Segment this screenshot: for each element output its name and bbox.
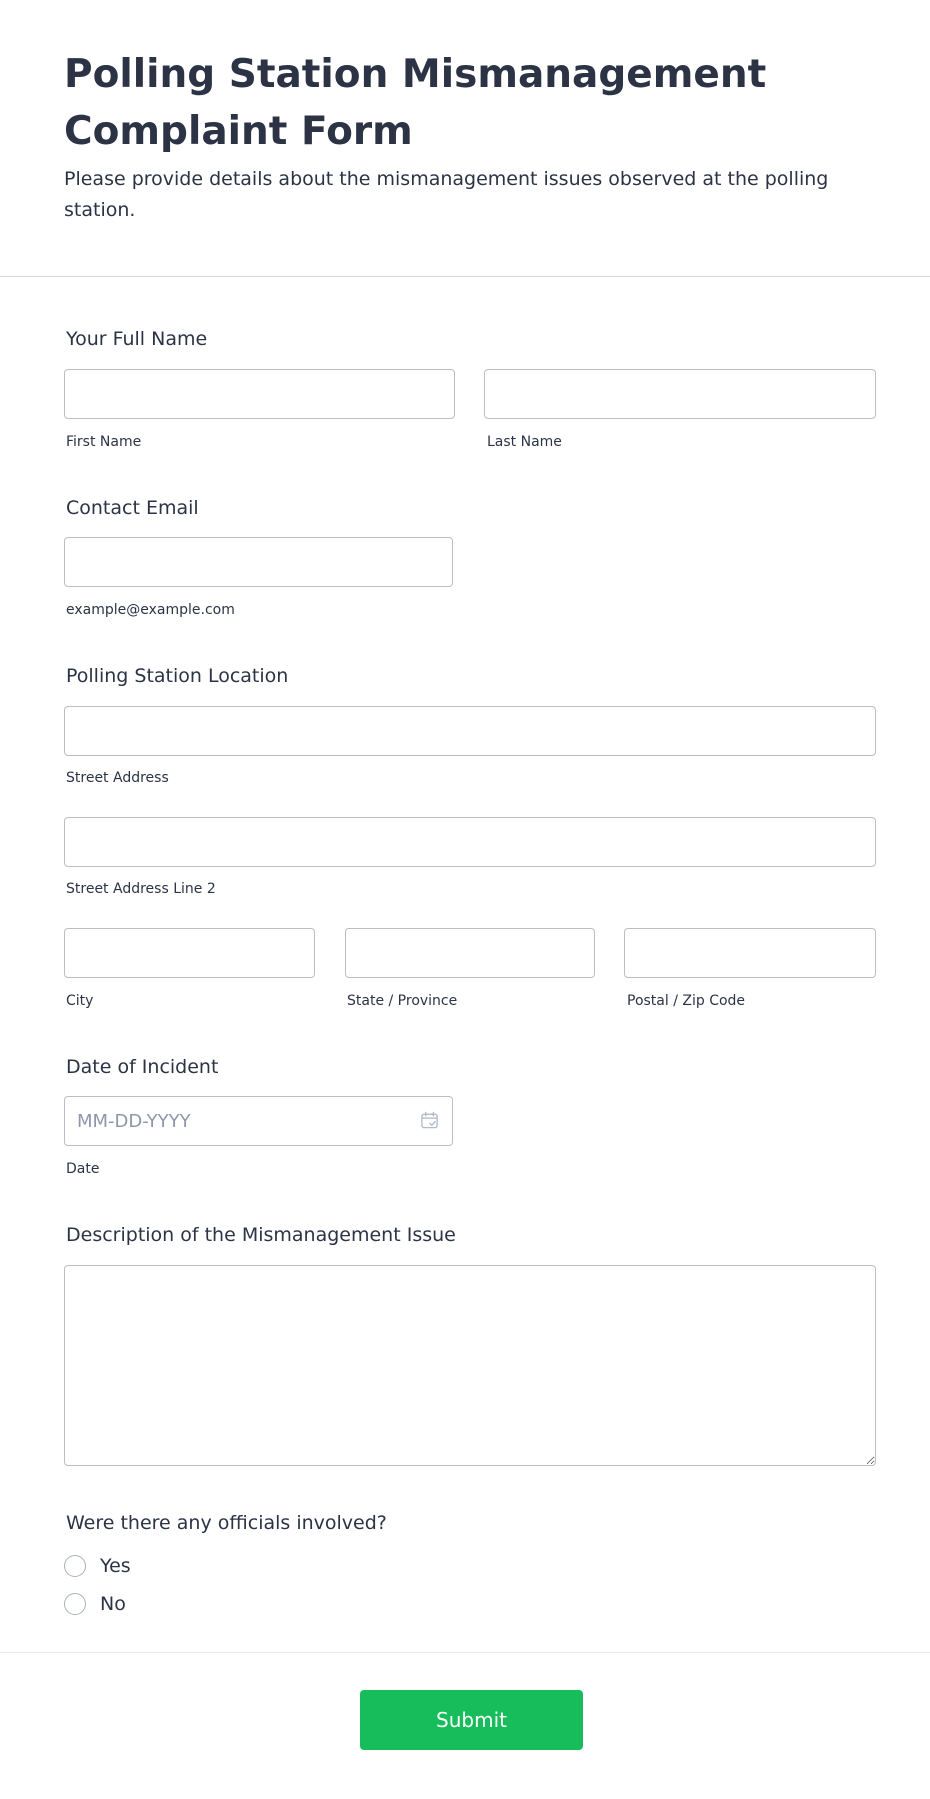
radio-option-yes[interactable] (64, 1553, 131, 1579)
officials-label: Were there any officials involved? (66, 1512, 387, 1534)
city-sublabel: City (66, 993, 94, 1009)
state-province-input[interactable] (345, 928, 595, 978)
email-sublabel: example@example.com (66, 602, 235, 618)
first-name-input[interactable] (64, 369, 455, 419)
incident-date-label: Date of Incident (66, 1056, 219, 1078)
city-input[interactable] (64, 928, 315, 978)
email-input[interactable] (64, 537, 453, 587)
date-sublabel: Date (66, 1161, 100, 1177)
location-label: Polling Station Location (66, 665, 289, 687)
footer-divider (0, 1652, 930, 1653)
description-textarea[interactable] (64, 1265, 876, 1466)
postal-code-input[interactable] (624, 928, 876, 978)
contact-email-label: Contact Email (66, 497, 199, 519)
postal-code-sublabel: Postal / Zip Code (627, 993, 746, 1009)
radio-label-no: No (100, 1593, 126, 1615)
radio-circle-no[interactable] (64, 1593, 86, 1615)
street-address-line2-input[interactable] (64, 817, 876, 867)
description-label: Description of the Mismanagement Issue (66, 1224, 456, 1246)
form-subtitle: Please provide details about the mismanagement issues observed at the polling station. (64, 168, 829, 221)
first-name-sublabel: First Name (66, 434, 142, 450)
last-name-input[interactable] (484, 369, 876, 419)
street-address-sublabel: Street Address (66, 770, 169, 786)
date-field-wrapper (64, 1096, 453, 1146)
full-name-label: Your Full Name (66, 328, 208, 350)
radio-circle-yes[interactable] (64, 1555, 86, 1577)
state-province-sublabel: State / Province (347, 993, 458, 1009)
radio-label-yes: Yes (100, 1555, 131, 1577)
form-title: Polling Station Mismanagement Complaint Form (64, 52, 767, 154)
form-header (0, 0, 930, 277)
calendar-icon[interactable] (420, 1111, 439, 1130)
street-address-line2-sublabel: Street Address Line 2 (66, 881, 216, 897)
street-address-input[interactable] (64, 706, 876, 756)
radio-option-no[interactable] (64, 1591, 126, 1617)
submit-button[interactable]: Submit (360, 1690, 583, 1750)
last-name-sublabel: Last Name (487, 434, 562, 450)
date-input[interactable] (64, 1096, 453, 1146)
